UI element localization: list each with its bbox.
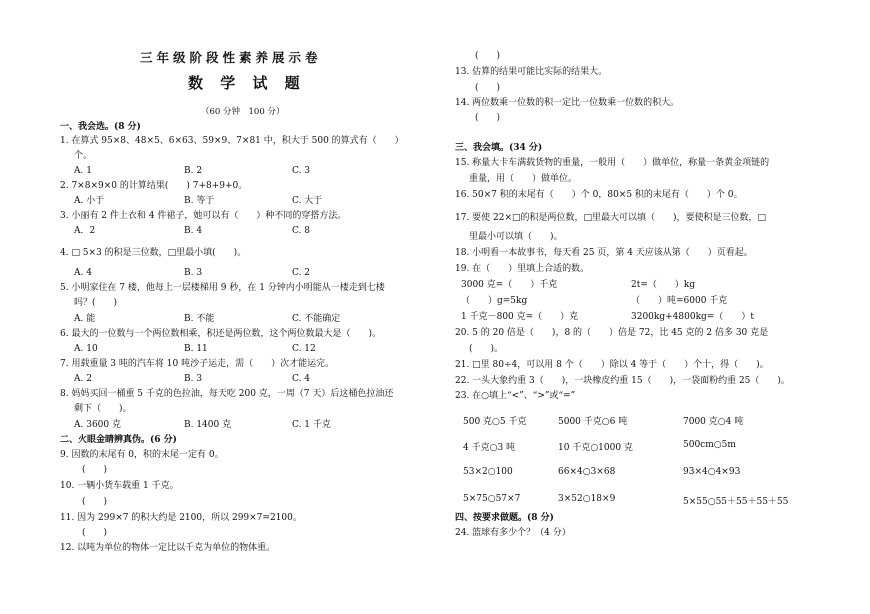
- compare-item: 93×4○4×93: [683, 467, 741, 477]
- section-heading: 一、我会选。(8 分): [60, 122, 141, 132]
- question-line: 吗？( ): [74, 298, 118, 308]
- compare-item: 500 克○5 千克: [463, 417, 527, 427]
- question-line: 2t=（ ）kg: [631, 280, 696, 290]
- question-line: ( ): [82, 465, 108, 475]
- question-line: 1 千克－800 克=（ ）克: [461, 312, 579, 322]
- question-line: ( )。: [469, 344, 504, 354]
- question-line: B. 1400 克: [184, 420, 232, 430]
- question-line: 10. 一辆小货车载重 1 千克。: [60, 481, 179, 491]
- question-line: B. 11: [184, 344, 208, 354]
- question-line: 9. 因数的末尾有 0，积的末尾一定有 0。: [60, 450, 224, 460]
- question-line: A. 4: [74, 268, 92, 278]
- question-line: 18. 小明看一本故事书，每天看 25 页，第 4 天应该从第（ ）页看起。: [455, 248, 753, 258]
- question-line: ( ): [82, 528, 108, 538]
- question-line: （ ）g=5kg: [461, 296, 528, 306]
- question-line: 13. 估算的结果可能比实际的结果大。: [455, 67, 608, 77]
- question-line: 17. 要使 22×□的积是两位数，□里最大可以填（ )，要使积是三位数，□: [455, 213, 767, 223]
- question-line: 4. □ 5×3 的积是三位数，□里最小填( )。: [60, 248, 247, 258]
- section-heading: 四、按要求做题。(8 分): [455, 513, 554, 523]
- question-line: B. 3: [184, 374, 203, 384]
- question-line: 2. 7×8×9×0 的计算结果( ) 7+8+9+0。: [60, 181, 248, 191]
- question-line: 剩下（ )。: [74, 404, 132, 414]
- question-line: ( ): [475, 113, 501, 123]
- question-line: ( ): [82, 497, 108, 507]
- compare-item: 53×2○100: [463, 467, 513, 477]
- question-line: 24. 篮球有多少个？（4 分）: [455, 528, 571, 538]
- question-line: A．2: [74, 226, 96, 236]
- question-line: 22. 一头大象约重 3（ )，一块橡皮约重 15（ )，一袋面粉约重 25（ )。: [455, 376, 790, 386]
- question-line: 里最小可以填（ )。: [469, 232, 563, 242]
- question-line: 14. 两位数乘一位数的积一定比一位数乘一位数的积大。: [455, 98, 680, 108]
- question-line: 15. 称量大卡车满载货物的重量，一般用（ ）做单位，称量一条黄金项链的: [455, 158, 770, 168]
- question-line: 19. 在（ ）里填上合适的数。: [455, 264, 590, 274]
- question-line: （ ）吨=6000 千克: [631, 296, 728, 306]
- section-heading: 二、火眼金睛辨真伪。(6 分): [60, 435, 177, 445]
- compare-item: 5000 千克○6 吨: [558, 417, 628, 427]
- question-line: ( ): [475, 83, 501, 93]
- question-line: B. 4: [184, 226, 203, 236]
- question-line: C. 2: [292, 268, 311, 278]
- question-line: 7. 用载重量 3 吨的汽车将 10 吨沙子运走，需（ ）次才能运完。: [60, 359, 335, 369]
- exam-subject: 数 学 试 题: [188, 74, 306, 92]
- exam-title: 三年级阶段性素养展示卷: [140, 50, 322, 65]
- question-line: 16. 50×7 积的末尾有（ ）个 0，80×5 积的末尾有（ ）个 0。: [455, 190, 743, 200]
- question-line: C. 3: [292, 166, 311, 176]
- compare-item: 500cm○5m: [683, 440, 736, 450]
- question-line: 23. 在○填上“<”、“>”或“=”: [455, 391, 576, 401]
- compare-item: 5×55○55＋55＋55＋55: [683, 497, 789, 507]
- question-line: 21. □里 80÷4，可以用 8 个（ ）除以 4 等于（ ）个十，得（ )。: [455, 360, 769, 370]
- compare-item: 10 千克○1000 克: [558, 443, 633, 453]
- question-line: 12. 以吨为单位的物体一定比以千克为单位的物体重。: [60, 543, 276, 553]
- question-line: B. 3: [184, 268, 203, 278]
- question-line: 6. 最大的一位数与一个两位数相乘，积还是两位数，这个两位数最大是（ )。: [60, 329, 381, 339]
- question-line: A. 3600 克: [74, 420, 121, 430]
- question-line: C. 8: [292, 226, 311, 236]
- compare-item: 66×4○3×68: [558, 467, 616, 477]
- compare-item: 4 千克○3 吨: [463, 443, 516, 453]
- question-line: C. 大于: [292, 196, 323, 206]
- question-line: C. 1 千克: [292, 420, 331, 430]
- question-line: 3. 小丽有 2 件上衣和 4 件裙子，她可以有（ ）种不同的穿搭方法。: [60, 211, 347, 221]
- compare-item: 3×52○18×9: [558, 494, 616, 504]
- question-line: 8. 妈妈买回一桶重 5 千克的色拉油，每天吃 200 克，一周（7 天）后这桶色拉油还: [60, 389, 394, 399]
- compare-item: 5×75○57×7: [463, 494, 521, 504]
- question-line: C. 12: [292, 344, 316, 354]
- question-line: 1. 在算式 95×8、48×5、6×63、59×9、7×81 中，积大于 500 的算式有（ ）: [60, 136, 404, 146]
- question-line: 个。: [74, 151, 93, 161]
- compare-item: 7000 克○4 吨: [683, 417, 744, 427]
- question-line: A. 1: [74, 166, 92, 176]
- question-line: A. 10: [74, 344, 98, 354]
- question-line: A. 小于: [74, 196, 105, 206]
- exam-time: （60 分钟 100 分）: [201, 107, 285, 117]
- question-line: B. 不能: [184, 314, 215, 324]
- question-line: 重量，用（ ）做单位。: [469, 174, 578, 184]
- question-line: C. 不能确定: [292, 314, 341, 324]
- question-line: 11. 因为 299×7 的积大约是 2100，所以 299×7=2100。: [60, 513, 302, 523]
- question-line: A. 能: [74, 314, 96, 324]
- question-line: C. 4: [292, 374, 311, 384]
- question-line: B. 2: [184, 166, 203, 176]
- question-line: ( ): [475, 51, 501, 61]
- question-line: 5. 小明家住在 7 楼，他每上一层楼梯用 9 秒，在 1 分钟内小明能从一楼走到七楼: [60, 283, 385, 293]
- question-line: B. 等于: [184, 196, 215, 206]
- question-line: A. 2: [74, 374, 92, 384]
- question-line: 3200kg+4800kg=（ ）t: [631, 312, 754, 322]
- section-heading: 三、我会填。(34 分): [455, 143, 543, 153]
- question-line: 20. 5 的 20 倍是（ )，8 的（ ）倍是 72，比 45 克的 2 倍多 30 克是: [455, 328, 769, 338]
- question-line: 3000 克=（ ）千克: [461, 280, 558, 290]
